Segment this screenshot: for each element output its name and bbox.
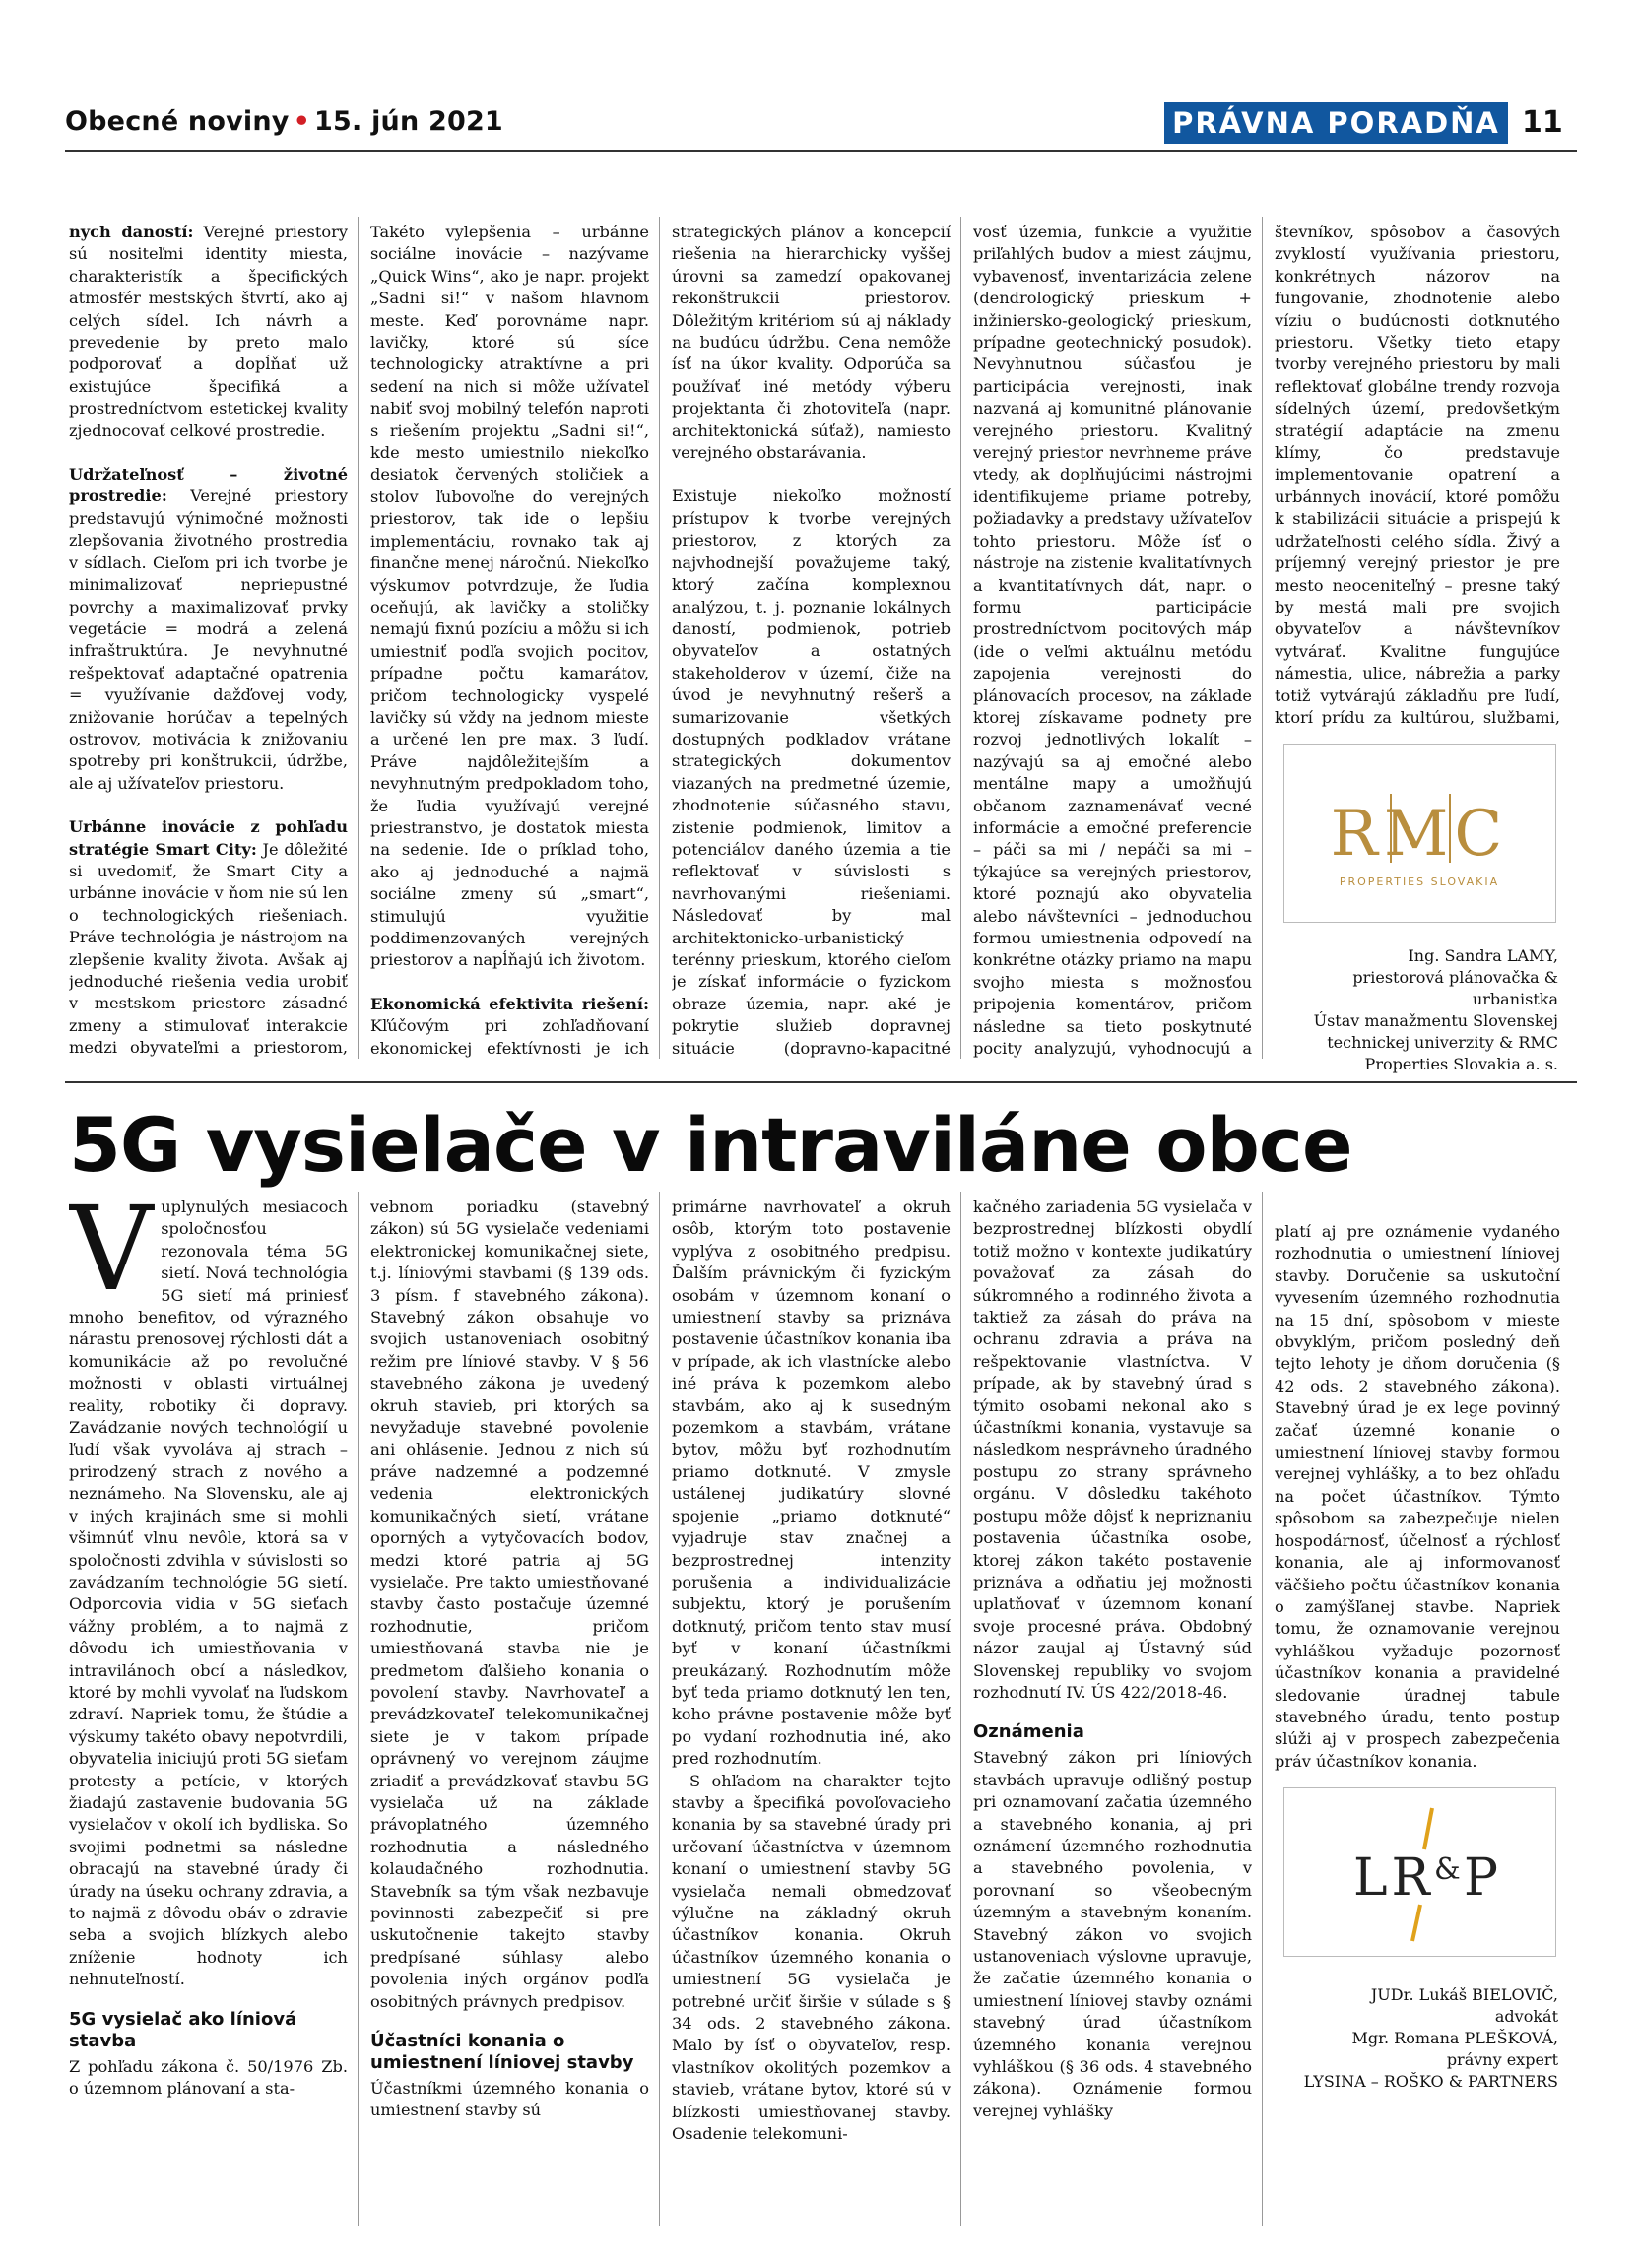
newspaper-name: Obecné noviny	[65, 106, 290, 137]
column-divider	[659, 1192, 660, 2226]
page-number: 11	[1522, 105, 1563, 140]
article1-column-3	[672, 222, 951, 1059]
author-name: JUDr. Lukáš BIELOVIČ,	[1370, 1985, 1558, 2004]
article2-headline: 5G vysielače v intraviláne obce	[69, 1101, 1352, 1189]
paragraph	[1275, 1221, 1560, 1773]
article1-column-2	[370, 222, 649, 1059]
paragraph-text: Kľúčovým pri zohľadňovaní ekonomickej efektívnosti je ich	[370, 1016, 649, 1058]
paragraph-lead: Ekonomická efektivita riešení:	[370, 994, 649, 1013]
column-divider	[1262, 1192, 1263, 2226]
paragraph	[672, 1197, 951, 1771]
rmc-logo	[1283, 744, 1556, 923]
article1-column-1	[69, 222, 348, 1059]
paragraph-lead: Urbánne inovácie z pohľadu stratégie Smart City:	[69, 817, 348, 859]
lrp-logo	[1283, 1787, 1556, 1957]
section-tag: PRÁVNA PORADŇA	[1164, 102, 1508, 144]
author-affiliation: technickej univerzity & RMC	[1327, 1033, 1558, 1052]
paragraph	[370, 2078, 649, 2122]
column-divider	[960, 217, 961, 1059]
rmc-logo-mark	[1284, 745, 1555, 922]
bullet-separator: •	[293, 106, 311, 137]
article2-column-5	[1275, 1221, 1560, 1773]
paragraph-text: uplynulých mesiacoch spoločnosťou rezonovala téma 5G sietí. Nová technológia 5G sietí má priniesť mnoho benefitov, od výrazného nárastu prenosovej rýchlosti dát a komunikácie až po revolučné možnosti v oblasti virtuálnej reality, robotiky či dopravy. Zavádzanie nových technológií u ľudí však vyvoláva aj strach – prirodzený strach z nového a neznámeho. Na Slovensku, ale aj v iných krajinách sme si mohli všimnúť vlnu nevôle, ktorá sa v spoločnosti zdvihla v súvislosti so zavádzaním technológie 5G sietí. Odporcovia vidia v 5G sieťach vážny problém, a to najmä z dôvodu ich umiestňovania v intravilánoch obcí a následkov, ktoré by mohli vyvolať na ľudskom zdraví. Napriek tomu, že štúdie a výskumy takéto obavy nepotvrdili, obyvatelia iniciujú proti 5G sieťam protesty a petície, v ktorých žiadajú zastavenie budovania 5G vysielačov v okolí ich bydliska. So svojimi podnetmi sa následne obracajú na stavebné úrady či úrady na úseku ochrany zdravia, a to najmä z dôvodu obáv o zdravie seba a svojich blízkych alebo zníženie hodnoty ich nehnuteľností.	[69, 1198, 348, 1989]
author-affiliation: Properties Slovakia a. s.	[1364, 1055, 1558, 1073]
paragraph-text: števníkov, spôsobov a časových zvyklostí využívania priestoru, konkrétnych názorov na fungovanie, zhodnotenie alebo víziu o budúcnosti dotknutého priestoru. Všetky tieto etapy tvorby verejného priestoru by mali reflektovať globálne trendy rozvoja sídelných území, predovšetkým stratégií adaptácie na zmenu klímy, čo predstavuje implementovanie opatrení a urbánnych inovácií, ktoré pomôžu k stabilizácii situácie a prispejú k udržateľnosti celého sídla. Živý a príjemný verejný priestor je pre mesto neoceniteľný – presne taký by mestá mali pre svojich obyvateľov a návštevníkov vytvárať. Kvalitne fungujúce námestia, ulice, nábrežia a parky totiž vytvárajú základňu pre ľudí, ktorí prídu za kultúrou, službami,	[1275, 223, 1560, 727]
rmc-subtitle: PROPERTIES SLOVAKIA	[1339, 875, 1500, 888]
paragraph-text: Verejné priestory sú nositeľmi identity miesta, charakteristík a špecifických atmosfér mestských štvrtí, ako aj celých sídel. Ich návrh a prevedenie by preto malo podporovať a dopĺňať už existujúce špecifiká a prostredníctvom estetickej kvality zjednocovať celkové prostredie.	[69, 223, 348, 440]
paragraph	[69, 222, 348, 442]
paragraph-text: strategických plánov a koncepcií riešenia na hierarchicky vyššej úrovni sa zamedzí opakovanej rekonštrukcii priestorov. Dôležitým kritériom sú aj náklady na budúcu údržbu. Cena nemôže ísť na úkor kvality. Odporúča sa používať iné metódy výberu projektanta či zhotoviteľa (napr. architektonická súťaž), namiesto verejného obstarávania.	[672, 223, 951, 463]
paragraph	[370, 994, 649, 1059]
column-divider	[960, 1192, 961, 2226]
subheading: Účastníci konania o umiestnení líniovej stavby	[370, 2031, 634, 2074]
paragraph	[69, 464, 348, 795]
paragraph	[672, 486, 951, 1059]
paragraph-text: vosť územia, funkcie a využitie priľahlých budov a miest záujmu, vybavenosť, inventarizácia zelene (dendrologický prieskum + inžiniersko-geologický prieskum, prípadne geotechnický posudok). Nevyhnutnou súčasťou je participácia verejnosti, inak nazvaná aj komunitné plánovanie verejného priestoru. Kvalitný verejný priestor nevrhneme práve vtedy, ak doplňujúcimi nástrojmi identifikujeme priame potreby, požiadavky a predstavy užívateľov tohto priestoru. Môže ísť o nástroje na zistenie kvalitatívnych a kvantitatívnych dát, napr. o formu participácie prostredníctvom pocitových máp (ide o veľmi aktuálnu metódu zapojenia verejnosti do plánovacích procesov, na základe ktorej získavame podnety pre rozvoj jednotlivých lokalít – nazývajú sa aj emočné alebo mentálne mapy a umožňujú občanom zaznamenávať vecné informácie a emočné preferencie – páči sa mi / nepáči sa mi – týkajúce sa verejných priestorov, ktoré poznajú ako obyvatelia alebo návštevníci – jednoduchou formou umiestnenia odpovedí na konkrétne otázky priamo na mapu svojho miesta s možnosťou pripojenia komentárov, pričom následne sa tieto poskytnuté pocity analyzujú, vyhodnocujú a	[973, 223, 1252, 1059]
author-affiliation: Ústav manažmentu Slovenskej	[1313, 1011, 1558, 1030]
paragraph	[69, 1197, 348, 1991]
lrp-right-letter: P	[1464, 1848, 1498, 1908]
subheading: Oznámenia	[973, 1721, 1084, 1743]
author-name: Mgr. Romana PLEŠKOVÁ,	[1351, 2029, 1558, 2047]
article2-signature	[1271, 1984, 1558, 2093]
paragraph-text: Takéto vylepšenia – urbánne sociálne inovácie – nazývame „Quick Wins“, ako je napr. projekt „Sadni si!“ v našom hlavnom meste. Keď porovnáme napr. lavičky, ktoré sú síce technologicky atraktívne a pri sedení na nich si môže užívateľ nabiť svoj mobilný telefón naproti s riešením projektu „Sadni si!“, kde mesto umiestnilo niekoľko desiatok červených stoličiek a stolov ľubovoľne do verejných priestorov, tak ide o lepšiu implementáciu, rovnako tak aj finančne menej náročnú. Niekoľko výskumov potvrdzuje, že ľudia oceňujú, ak lavičky a stoličky nemajú fixnú pozíciu a môžu si ich umiestniť podľa svojich pocitov, prípadne počtu kamarátov, pričom technologicky vyspelé lavičky sú vždy na jednom mieste a určené len pre max. 3 ľudí. Práve najdôležitejším a nevyhnutným predpokladom toho, že ľudia využívajú verejné priestranstvo, je dostatok miesta na sedenie. Ide o príklad toho, ako aj jednoduché a najmä sociálne zmeny sú „smart“, stimulujú využitie poddimenzovaných verejných priestorov a napĺňajú ich životom.	[370, 223, 649, 970]
header-rule	[65, 150, 1577, 152]
column-divider	[358, 217, 359, 1059]
paragraph-text: Stavebný zákon pri líniových stavbách upravuje odlišný postup pri oznamovaní začatia územného a stavebného konania, aj pri oznámení územného rozhodnutia a stavebného povolenia, v porovnaní so všeobecným územným a stavebným konaním. Stavebný zákon vo svojich ustanoveniach výslovne upravuje, že začatie územného konania o umiestnení líniovej stavby oznámi stavebný úrad účastníkom územného konania verejnou vyhláškou (§ 36 ods. 4 stavebného zákona). Oznámenie formou verejnej vyhlášky	[973, 1748, 1252, 2120]
paragraph-lead: nych daností:	[69, 223, 194, 241]
paragraph-text: Je dôležité si uvedomiť, že Smart City a urbánne inovácie v ňom nie sú len o technologických riešeniach. Práve technológia je nástrojom na zlepšenie kvality života. Avšak aj jednoduché riešenia vedia urobiť v mestskom priestore zásadné zmeny a stimulovať interakcie medzi obyvateľmi a priestorom,	[69, 839, 348, 1058]
paragraph-text: kačného zariadenia 5G vysielača v bezprostrednej blízkosti obydlí totiž možno v kontexte judikatúry považovať za zásah do súkromného a rodinného života a taktiež za zásah do práva na ochranu zdravia a práva na rešpektovanie vlastníctva. V prípade, ak by stavebný úrad s týmito osobami nekonal ako s účastníkmi konania, vystavuje sa následkom nesprávneho úradného postupu zo strany správneho orgánu. V dôsledku takéhoto postupu môže dôjsť k nepriznaniu postavenia účastníka osobe, ktorej zákon takéto postavenie priznáva a odňatiu jej možnosti uplatňovať v územnom konaní svoje procesné práva. Obdobný názor zaujal aj Ústavný súd Slovenskej republiky vo svojom rozhodnutí IV. ÚS 422/2018-46.	[973, 1198, 1252, 1702]
paragraph	[1275, 222, 1560, 729]
paragraph-text: primárne navrhovateľ a okruh osôb, ktorým toto postavenie vyplýva z osobitného predpisu. Ďalším právnickým či fyzickým osobám v územnom konaní o umiestnení stavby sa priznáva postavenie účastníkov konania iba v prípade, ak ich vlastnícke alebo iné práva k pozemkom alebo stavbám, ako aj k susedným pozemkom a stavbám, vrátane bytov, môžu byť rozhodnutím priamo dotknuté. V zmysle ustálenej judikatúry slovné spojenie „priamo dotknuté“ vyjadruje stav značnej a bezprostrednej intenzity porušenia a individualizácie subjektu, ktorý je porušením dotknutý, pričom tento stav musí byť v konaní účastníkmi preukázaný. Rozhodnutím môže byť teda priamo dotknutý len ten, koho právne postavenie môže byť po vydaní rozhodnutia iné, ako pred rozhodnutím.	[672, 1198, 951, 1769]
paragraph	[672, 222, 951, 464]
paragraph-text: Účastníkmi územného konania o umiestnení stavby sú	[370, 2079, 649, 2120]
author-title: priestorová plánovačka & urbanistka	[1352, 968, 1558, 1008]
rmc-wordmark: RMC	[1330, 798, 1509, 871]
lrp-left-letters: LR	[1353, 1848, 1434, 1908]
paragraph-text: platí aj pre oznámenie vydaného rozhodnutia o umiestnení líniovej stavby. Doručenie sa uskutoční vyvesením územného rozhodnutia na 15 dní, spôsobom v mieste obvyklým, pričom posledný deň tejto lehoty je dňom doručenia (§ 42 ods. 2 stavebného zákona). Stavebný úrad je ex lege povinný začať územné konanie o umiestnení líniovej stavby formou verejnej vyhlášky, a to bez ohľadu na počet účastníkov. Týmto spôsobom sa zabezpečuje nielen hospodárnosť, účelnosť a rýchlosť konania, ale aj informovanosť väčšieho počtu účastníkov konania o zamýšľanej stavbe. Napriek tomu, že oznamovanie verejnou vyhláškou vyžaduje pozornosť účastníkov konania a pravidelné sledovanie úradnej tabule stavebného úradu, tento postup slúži aj v prospech zabezpečenia práv účastníkov konania.	[1275, 1222, 1560, 1771]
masthead	[65, 106, 503, 137]
issue-date: 15. jún 2021	[314, 106, 503, 137]
article2-column-1	[69, 1197, 348, 2221]
column-divider	[358, 1192, 359, 2226]
drop-cap: V	[69, 1197, 154, 1317]
paragraph	[69, 816, 348, 1059]
paragraph	[973, 1197, 1252, 1704]
author-name: Ing. Sandra LAMY,	[1408, 946, 1558, 965]
article2-column-2	[370, 1197, 649, 2221]
paragraph	[370, 1197, 649, 2013]
lrp-logo-mark	[1284, 1788, 1555, 1956]
article1-column-4	[973, 222, 1252, 1059]
article-separator	[65, 1081, 1577, 1083]
paragraph	[973, 222, 1252, 1059]
article1-column-5	[1275, 222, 1560, 729]
column-divider	[659, 217, 660, 1059]
column-divider	[1262, 217, 1263, 1059]
author-title: právny expert	[1446, 2050, 1558, 2069]
author-affiliation: LYSINA – ROŠKO & PARTNERS	[1303, 2072, 1558, 2091]
paragraph-text: vebnom poriadku (stavebný zákon) sú 5G vysielače vedeniami elektronickej komunikačnej siete, t.j. líniovými stavbami (§ 139 ods. 3 písm. f stavebného zákona). Stavebný zákon obsahuje vo svojich ustanoveniach osobitný režim pre líniové stavby. V § 56 stavebného zákona je uvedený okruh stavieb, pri ktorých sa nevyžaduje stavebné povolenie ani ohlásenie. Jednou z nich sú práve nadzemné a podzemné vedenia elektronických komunikačných sietí, vrátane oporných a vytyčovacích bodov, medzi ktoré patria aj 5G vysielače. Pre takto umiestňované stavby často postačuje územné rozhodnutie, pričom umiestňovaná stavba nie je predmetom ďalšieho konania o povolení stavby. Navrhovateľ a prevádzkovateľ telekomunikačnej siete je v takom prípade oprávnený vo verejnom záujme zriadiť a prevádzkovať stavbu 5G vysielača už na základe právoplatného územného rozhodnutia a následného kolaudačného rozhodnutia. Stavebník sa tým však nezbavuje povinnosti zabezpečiť si pre uskutočnenie takejto stavby predpísané súhlasy alebo povolenia iných orgánov podľa osobitných právnych predpisov.	[370, 1198, 649, 2011]
paragraph-text: Z pohľadu zákona č. 50/1976 Zb. o územnom plánovaní a sta-	[69, 2056, 348, 2099]
article2-column-4	[973, 1197, 1252, 2221]
lrp-ampersand: &	[1434, 1852, 1461, 1887]
paragraph-lead: Udržateľnosť – životné prostredie:	[69, 465, 348, 506]
paragraph	[973, 1747, 1252, 2122]
author-title: advokát	[1494, 2007, 1558, 2026]
paragraph-text: Verejné priestory predstavujú výnimočné možnosti zlepšovania životného prostredia v sídlach. Cieľom pri ich tvorbe je minimalizovať nepriepustné povrchy a maximalizovať prvky vegetácie = modrá a zelená infraštruktúra. Je nevyhnutné rešpektovať adaptačné opatrenia = využívanie dažďovej vody, znižovanie horúčav a tepelných ostrovov, motivácia k znižovaniu spotreby pri konštrukcii, údržbe, ale aj užívateľov priestoru.	[69, 486, 348, 793]
paragraph-text: Existuje niekoľko možností prístupov k tvorbe verejných priestorov, z ktorých za najvhodnejší považujeme taký, ktorý začína komplexnou analýzou, t. j. poznanie lokálnych daností, podmienok, potrieb obyvateľov a ostatných stakeholderov v území, čiže na úvod je nevyhnutný rešerš a sumarizovanie všetkých dostupných podkladov vrátane strategických dokumentov viazaných na predmetné územie, zhodnotenie súčasného stavu, zistenie podmienok, limitov a potenciálov daného územia a tie reflektovať v súvislosti s navrhovanými riešeniami. Následovať by mal architektonicko-urbanistický terénny prieskum, ktorého cieľom je získať informácie o fyzickom obraze územia, napr. aké je pokrytie služieb dopravnej situácie (dopravno-kapacitné	[672, 486, 951, 1058]
article1-signature	[1271, 945, 1558, 1075]
paragraph	[672, 1771, 951, 2146]
paragraph	[69, 2056, 348, 2101]
subheading: 5G vysielač ako líniová stavba	[69, 2008, 297, 2051]
paragraph	[370, 222, 649, 972]
article2-column-3	[672, 1197, 951, 2221]
paragraph-text: S ohľadom na charakter tejto stavby a špecifiká povoľovacieho konania by sa stavebné úrady pri určovaní účastníctva v územnom konaní o umiestnení stavby 5G vysielača nemali obmedzovať výlučne na základný okruh účastníkov konania. Okruh účastníkov územného konania o umiestnení 5G vysielača je potrebné určiť širšie v súlade s § 34 ods. 2 stavebného zákona. Malo by ísť o obyvateľov, resp. vlastníkov okolitých pozemkov a stavieb, vrátane bytov, ktoré sú v blízkosti umiestňovanej stavby. Osadenie telekomuni-	[672, 1771, 951, 2144]
